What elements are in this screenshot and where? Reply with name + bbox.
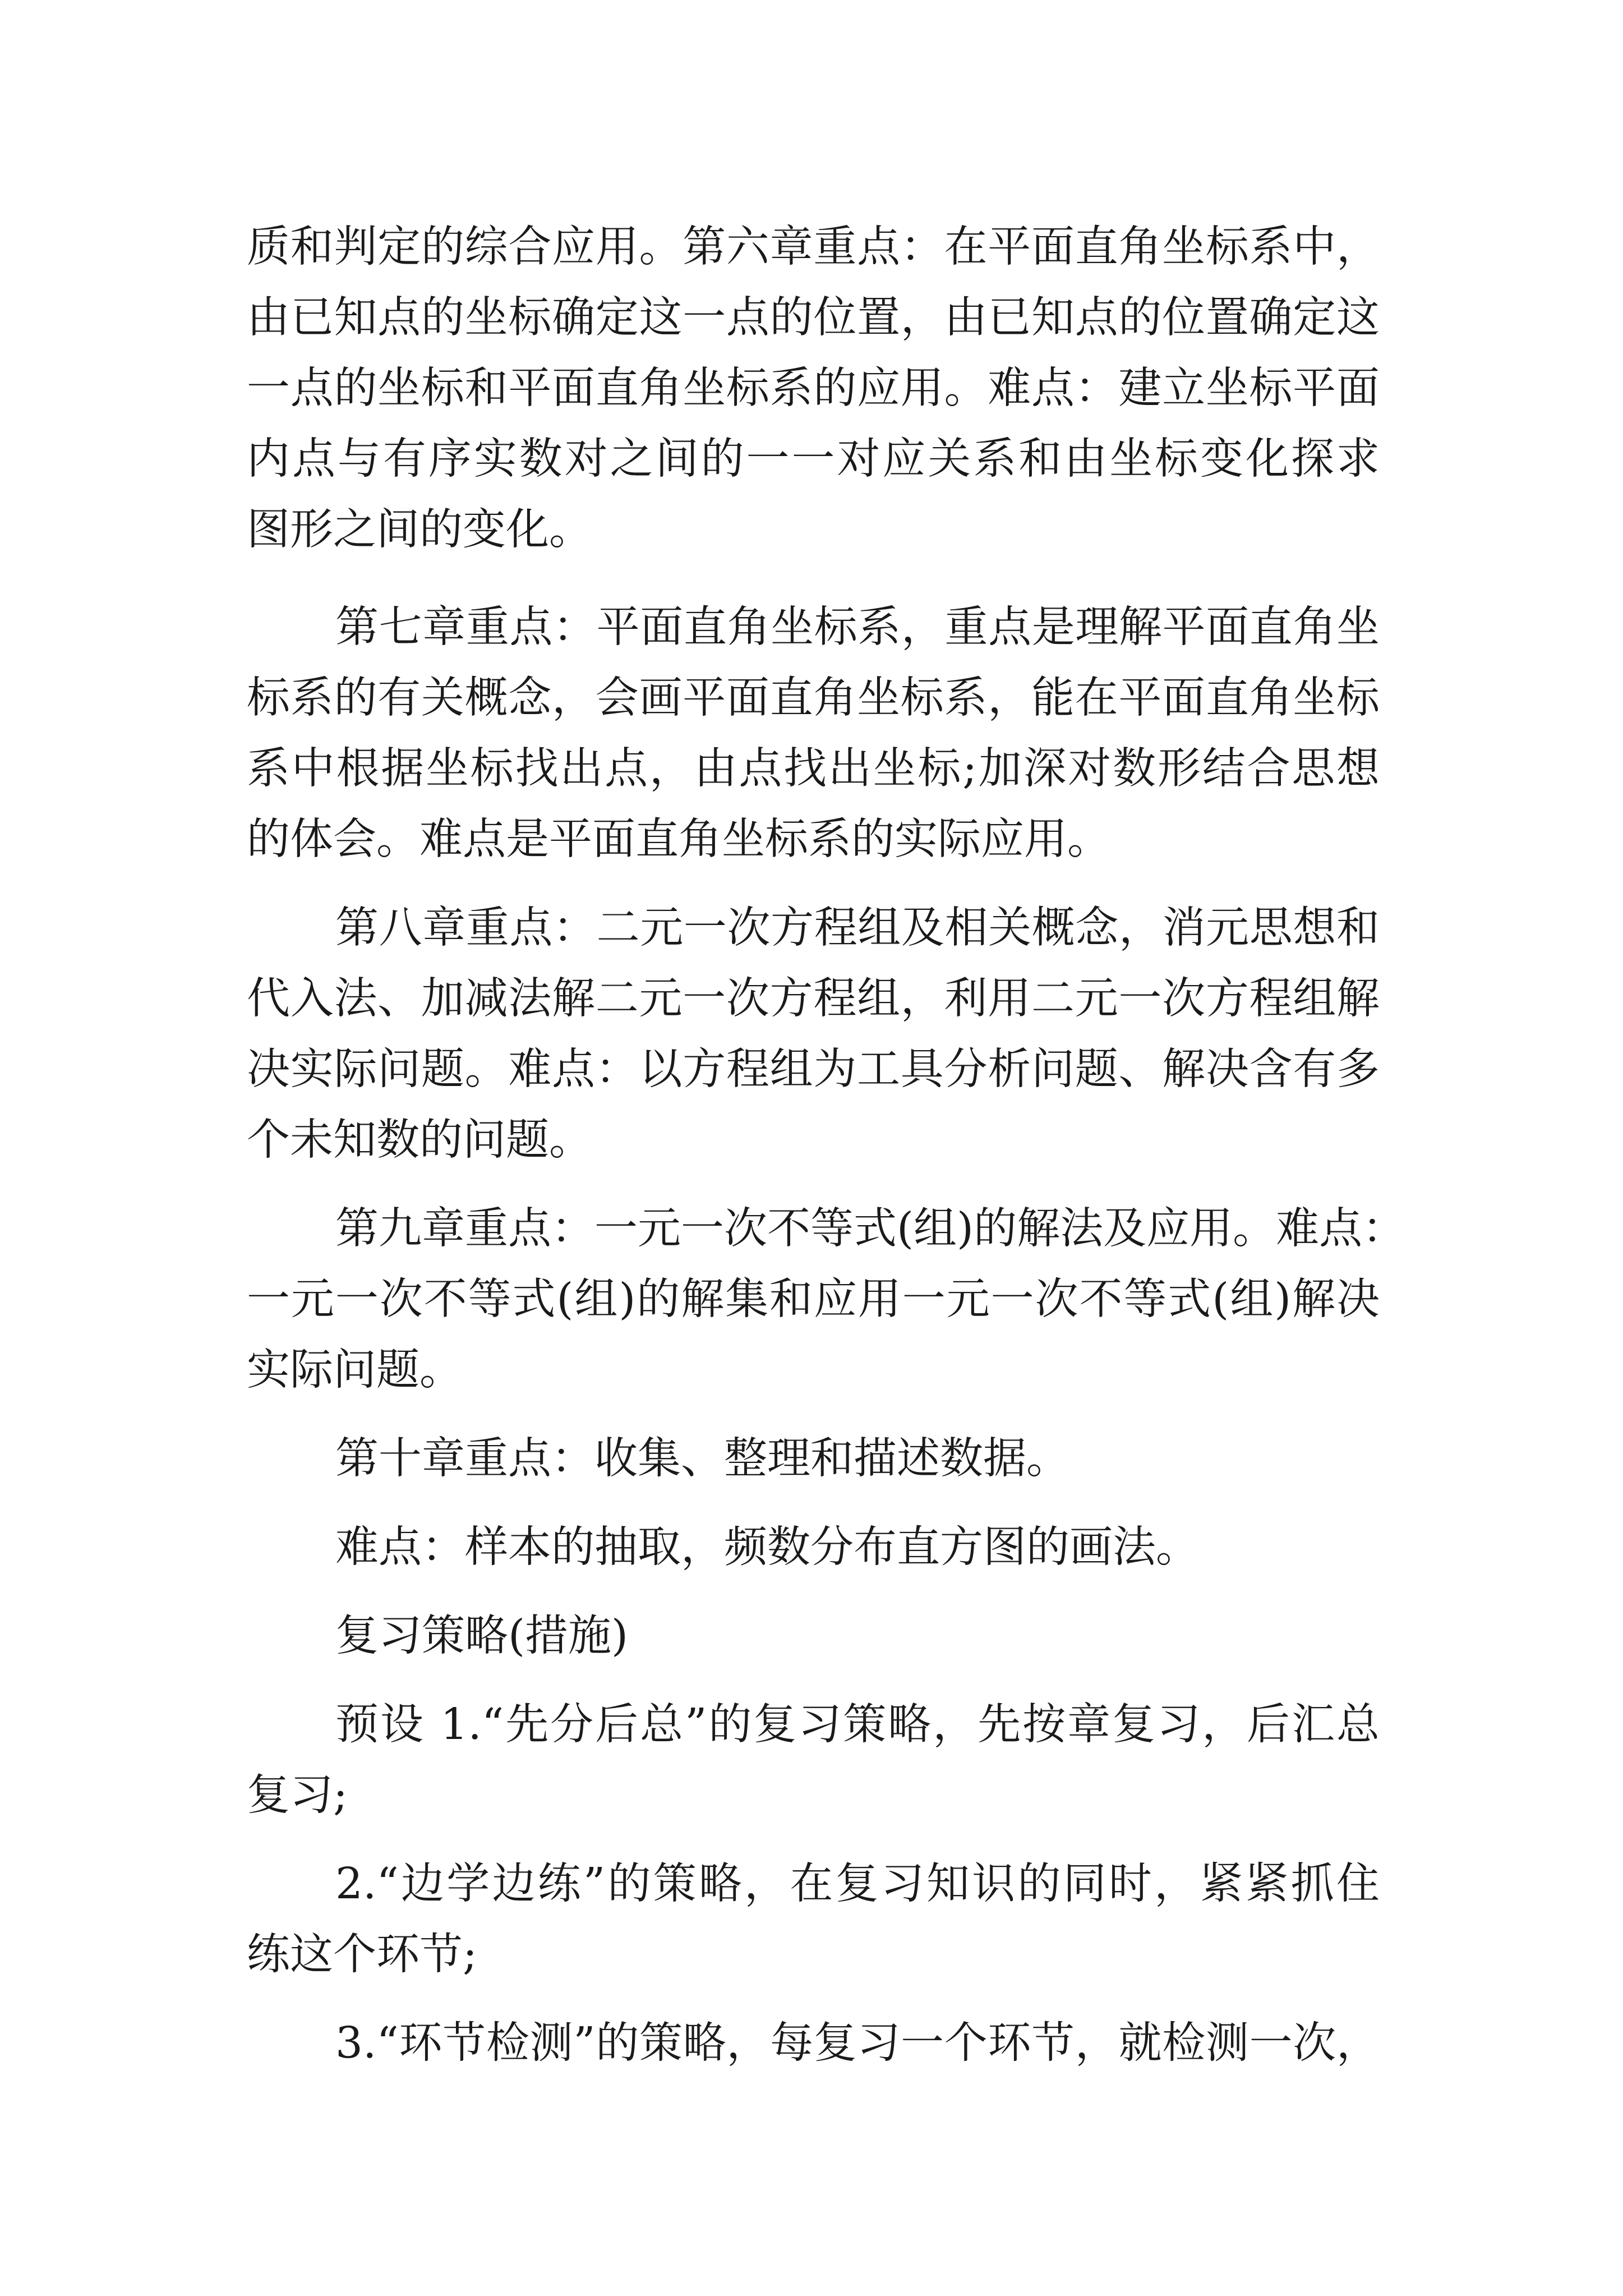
paragraph-line: 标系的有关概念，会画平面直角坐标系，能在平面直角坐标	[247, 673, 1380, 723]
paragraph-line: 决实际问题。难点：以方程组为工具分析问题、解决含有多	[247, 1045, 1380, 1094]
paragraph-line: 练这个环节;	[247, 1930, 477, 1980]
paragraph-line: 代入法、加减法解二元一次方程组，利用二元一次方程组解	[247, 974, 1380, 1024]
section-heading: 复习策略(措施)	[335, 1611, 629, 1661]
paragraph-line: 一点的坐标和平面直角坐标系的应用。难点：建立坐标平面	[247, 364, 1380, 413]
paragraph-line: 第七章重点：平面直角坐标系，重点是理解平面直角坐	[335, 602, 1380, 652]
paragraph-line: 难点：样本的抽取，频数分布直方图的画法。	[335, 1522, 1199, 1572]
paragraph-line: 3.“环节检测”的策略，每复习一个环节，就检测一次，	[335, 2018, 1380, 2068]
paragraph-line: 的体会。难点是平面直角坐标系的实际应用。	[247, 815, 1110, 864]
paragraph-line: 实际问题。	[247, 1345, 463, 1395]
paragraph-line: 一元一次不等式(组)的解集和应用一元一次不等式(组)解决	[247, 1274, 1380, 1324]
paragraph-line: 2.“边学边练”的策略，在复习知识的同时，紧紧抓住	[335, 1859, 1380, 1909]
paragraph-line: 系中根据坐标找出点，由点找出坐标;加深对数形结合思想	[247, 744, 1380, 794]
paragraph-line: 个未知数的问题。	[247, 1115, 592, 1165]
paragraph-line: 第九章重点：一元一次不等式(组)的解法及应用。难点：	[335, 1204, 1406, 1254]
paragraph-line: 由已知点的坐标确定这一点的位置，由已知点的位置确定这	[247, 293, 1380, 343]
paragraph-line: 第八章重点：二元一次方程组及相关概念，消元思想和	[335, 903, 1380, 953]
paragraph-line: 图形之间的变化。	[247, 505, 592, 555]
paragraph-line: 第十章重点：收集、整理和描述数据。	[335, 1434, 1069, 1484]
paragraph-line: 质和判定的综合应用。第六章重点：在平面直角坐标系中，	[247, 222, 1380, 272]
paragraph-line: 复习;	[247, 1770, 348, 1820]
paragraph-line: 预设 1.“先分后总”的复习策略，先按章复习，后汇总	[335, 1700, 1380, 1750]
paragraph-line: 内点与有序实数对之间的一一对应关系和由坐标变化探求	[247, 434, 1380, 484]
